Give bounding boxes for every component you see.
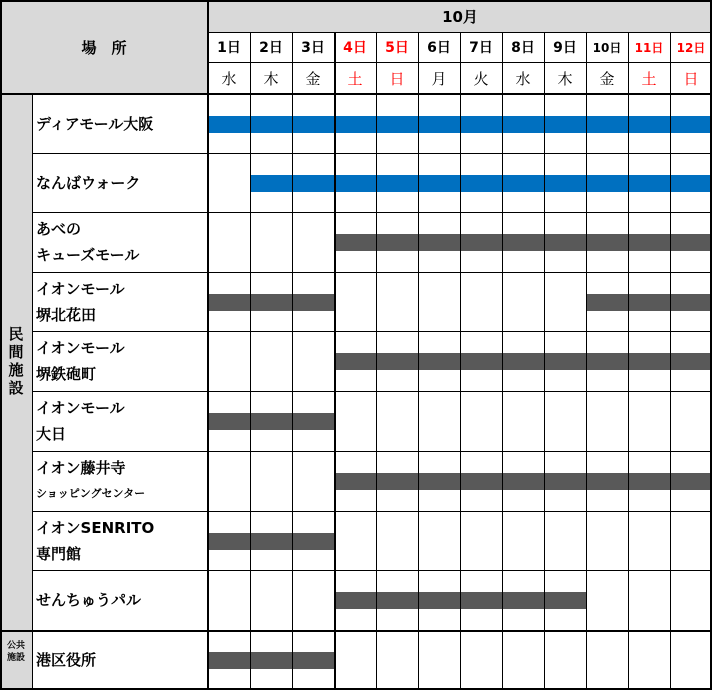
group-public-line2: 施設 — [6, 653, 25, 663]
place-name — [36, 272, 206, 331]
day-of-week: 土 — [347, 69, 363, 88]
day-date: 6日 — [427, 40, 451, 56]
place-name-line1: イオンモール — [36, 339, 125, 357]
day-date: 8日 — [511, 40, 535, 56]
grid-line-horizontal — [32, 153, 712, 154]
day-of-week: 木 — [557, 69, 573, 88]
place-name — [36, 391, 206, 451]
schedule-bar — [586, 294, 712, 311]
place-name-line2: ショッピングセンター — [36, 487, 146, 500]
day-of-week: 木 — [263, 69, 279, 88]
place-name-line2: 専門館 — [36, 544, 82, 563]
grid-line-horizontal — [32, 331, 712, 332]
day-of-week: 火 — [473, 69, 489, 88]
day-of-week: 日 — [389, 69, 405, 88]
grid-line-vertical — [292, 32, 293, 690]
month-header: 10月 — [442, 7, 478, 26]
day-date: 5日 — [385, 40, 409, 56]
place-name — [36, 153, 206, 212]
schedule-bar — [208, 294, 334, 311]
place-header: 場 所 — [81, 38, 127, 57]
day-of-week: 月 — [431, 69, 447, 88]
place-name — [36, 331, 206, 391]
grid-line-vertical — [207, 0, 209, 690]
place-name-line1: あべの — [36, 220, 82, 238]
grid-line-vertical — [250, 32, 251, 690]
grid-line-horizontal — [0, 93, 712, 95]
day-date: 1日 — [217, 40, 241, 56]
group-public-line1: 公共 — [6, 641, 25, 651]
place-name — [36, 511, 206, 570]
grid-line-vertical — [418, 32, 419, 690]
place-name-line1: イオン藤井寺 — [36, 459, 126, 477]
day-of-week: 金 — [305, 69, 321, 88]
place-name-line1: 港区役所 — [36, 651, 97, 669]
place-name — [36, 570, 206, 630]
place-name-line2: キューズモール — [36, 246, 140, 264]
day-date: 4日 — [343, 40, 367, 56]
place-name-line1: ディアモール大阪 — [36, 114, 154, 133]
day-of-week: 水 — [221, 69, 237, 88]
schedule-bar — [208, 652, 334, 669]
place-name — [36, 451, 206, 511]
grid-line-vertical — [376, 32, 377, 690]
place-name-line2: 堺北花田 — [36, 305, 97, 324]
grid-line-vertical — [628, 32, 629, 690]
group-private-label: 民間施設 — [6, 326, 25, 398]
grid-line-horizontal — [32, 570, 712, 571]
day-date: 2日 — [259, 40, 283, 56]
grid-line-horizontal — [0, 0, 712, 2]
day-of-week: 水 — [515, 69, 531, 88]
grid-line-horizontal — [0, 630, 712, 632]
schedule-bar — [250, 175, 712, 192]
day-of-week: 土 — [641, 69, 657, 88]
day-date: 12日 — [676, 40, 706, 55]
day-of-week: 日 — [683, 69, 699, 88]
day-date: 10日 — [592, 40, 622, 55]
place-name-line2: 堺鉄砲町 — [36, 365, 97, 383]
grid-line-vertical — [544, 32, 545, 690]
place-name-line1: イオンモール — [36, 279, 125, 298]
grid-line-vertical — [502, 32, 503, 690]
grid-line-vertical — [32, 94, 33, 690]
schedule-bar — [334, 234, 712, 251]
schedule-bar — [208, 533, 334, 550]
grid-line-vertical — [0, 0, 2, 690]
grid-line-horizontal — [32, 391, 712, 392]
day-date: 11日 — [634, 40, 664, 55]
day-of-week: 金 — [599, 69, 615, 88]
grid-line-vertical — [334, 32, 336, 690]
grid-line-vertical — [586, 32, 587, 690]
grid-line-horizontal — [32, 212, 712, 213]
place-name-line1: せんちゅうパル — [36, 591, 142, 609]
group-public-label — [0, 640, 32, 680]
place-name-line2: 大日 — [36, 425, 67, 443]
grid-line-horizontal — [32, 451, 712, 452]
day-date: 7日 — [469, 40, 493, 56]
place-name-line1: イオンモール — [36, 399, 125, 417]
schedule-bar — [334, 473, 712, 490]
grid-line-horizontal — [32, 272, 712, 273]
place-name-line1: なんばウォーク — [36, 173, 141, 192]
grid-line-horizontal — [32, 511, 712, 512]
schedule-bar — [334, 353, 712, 370]
place-name — [36, 94, 206, 153]
grid-line-vertical — [460, 32, 461, 690]
schedule-bar — [208, 413, 334, 430]
place-name — [36, 630, 206, 690]
grid-line-vertical — [670, 32, 671, 690]
day-date: 3日 — [301, 40, 325, 56]
place-name — [36, 212, 206, 272]
day-date: 9日 — [553, 40, 577, 56]
place-name-line1: イオンSENRITO — [36, 518, 155, 537]
